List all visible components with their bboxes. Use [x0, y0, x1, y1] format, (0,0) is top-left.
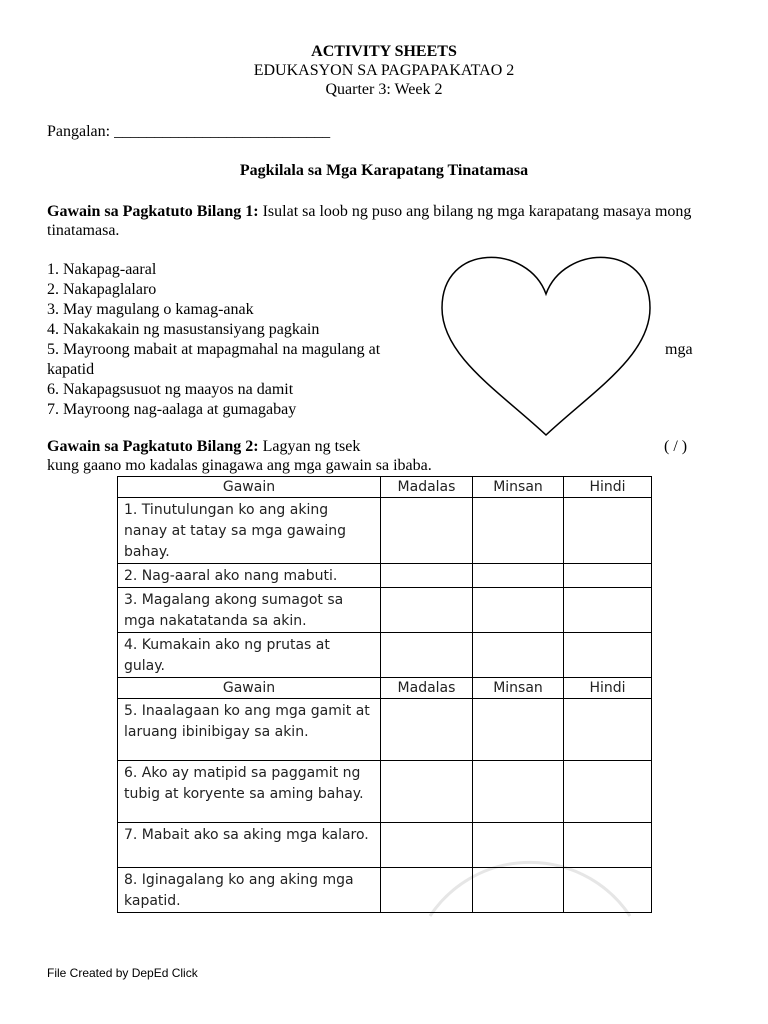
- gawain2-instruction-b: kung gaano mo kadalas ginagawa ang mga gawain sa ibaba.: [47, 457, 432, 474]
- table-header-row: [118, 678, 652, 699]
- list-item: 4. Nakakakain ng masustansiyang pagkain: [47, 321, 320, 338]
- header-subject: EDUKASYON SA PAGPAPAKATAO 2: [253, 62, 515, 79]
- table-row: [118, 564, 652, 588]
- list-item: kapatid: [47, 361, 95, 378]
- list-item-5-text: 5. Mayroong mabait at mapagmahal na magulang at: [47, 341, 381, 358]
- heart-drawing-area[interactable]: [440, 242, 652, 438]
- minsan-check-cell[interactable]: [473, 564, 564, 588]
- hindi-check-cell[interactable]: [564, 823, 652, 868]
- list-item-5-trailing: mga: [665, 341, 693, 358]
- header-madalas: Madalas: [381, 678, 473, 699]
- table-header-row: [118, 477, 652, 498]
- hindi-check-cell[interactable]: [564, 633, 652, 678]
- header-gawain: Gawain: [118, 678, 381, 699]
- madalas-check-cell[interactable]: [381, 868, 473, 913]
- madalas-check-cell[interactable]: [381, 498, 473, 564]
- header-quarter-week: Quarter 3: Week 2: [325, 81, 443, 98]
- header-madalas: Madalas: [381, 477, 473, 498]
- gawain2-instructions: [47, 437, 707, 475]
- table-row: [118, 633, 652, 678]
- list-item: 6. Nakapagsusuot ng maayos na damit: [47, 381, 294, 398]
- table-row: [118, 761, 652, 823]
- table-row: [118, 823, 652, 868]
- hindi-check-cell[interactable]: [564, 761, 652, 823]
- madalas-check-cell[interactable]: [381, 699, 473, 761]
- hindi-check-cell[interactable]: [564, 564, 652, 588]
- minsan-check-cell[interactable]: [473, 823, 564, 868]
- header-hindi: Hindi: [564, 678, 652, 699]
- table-row: [118, 498, 652, 564]
- activity-cell: 8. Iginagalang ko ang aking mga kapatid.: [118, 868, 381, 913]
- minsan-check-cell[interactable]: [473, 498, 564, 564]
- name-label: Pangalan:: [47, 123, 111, 140]
- header-minsan: Minsan: [473, 477, 564, 498]
- hindi-check-cell[interactable]: [564, 868, 652, 913]
- list-item: 3. May magulang o kamag-anak: [47, 301, 254, 318]
- footer-credit: File Created by DepEd Click: [47, 966, 198, 980]
- checklist-table-1: [117, 476, 652, 678]
- list-item: 7. Mayroong nag-aalaga at gumagabay: [47, 401, 297, 418]
- table-row: [118, 868, 652, 913]
- document-header: [0, 42, 768, 99]
- header-title: ACTIVITY SHEETS: [311, 43, 457, 60]
- minsan-check-cell[interactable]: [473, 588, 564, 633]
- madalas-check-cell[interactable]: [381, 564, 473, 588]
- name-field[interactable]: [47, 123, 330, 141]
- gawain2-title: Gawain sa Pagkatuto Bilang 2:: [47, 438, 259, 455]
- gawain1-title: Gawain sa Pagkatuto Bilang 1:: [47, 203, 259, 220]
- header-minsan: Minsan: [473, 678, 564, 699]
- checklist-table-2: [117, 677, 652, 913]
- activity-cell: 3. Magalang akong sumagot sa mga nakatatanda sa akin.: [118, 588, 381, 633]
- table-row: [118, 588, 652, 633]
- header-hindi: Hindi: [564, 477, 652, 498]
- list-item: 2. Nakapaglalaro: [47, 281, 157, 298]
- header-gawain: Gawain: [118, 477, 381, 498]
- minsan-check-cell[interactable]: [473, 633, 564, 678]
- minsan-check-cell[interactable]: [473, 868, 564, 913]
- gawain2-instruction-a: Lagyan ng tsek: [262, 438, 361, 455]
- madalas-check-cell[interactable]: [381, 823, 473, 868]
- name-blank[interactable]: ___________________________: [114, 123, 331, 140]
- activity-cell: 1. Tinutulungan ko ang aking nanay at tatay sa mga gawaing bahay.: [118, 498, 381, 564]
- activity-cell: 7. Mabait ako sa aking mga kalaro.: [118, 823, 381, 868]
- list-item: 1. Nakapag-aaral: [47, 261, 157, 278]
- madalas-check-cell[interactable]: [381, 761, 473, 823]
- activity-cell: 6. Ako ay matipid sa paggamit ng tubig at koryente sa aming bahay.: [118, 761, 381, 823]
- activity-cell: 5. Inaalagaan ko ang mga gamit at laruang ibinibigay sa akin.: [118, 699, 381, 761]
- madalas-check-cell[interactable]: [381, 588, 473, 633]
- hindi-check-cell[interactable]: [564, 699, 652, 761]
- gawain1-instructions: [47, 202, 707, 240]
- table-row: [118, 699, 652, 761]
- hindi-check-cell[interactable]: [564, 498, 652, 564]
- minsan-check-cell[interactable]: [473, 761, 564, 823]
- activity-cell: 2. Nag-aaral ako nang mabuti.: [118, 564, 381, 588]
- hindi-check-cell[interactable]: [564, 588, 652, 633]
- topic-title: Pagkilala sa Mga Karapatang Tinatamasa: [239, 162, 529, 179]
- gawain1-instruction: Isulat sa loob ng puso ang bilang ng mga karapatang masaya mong tinatamasa.: [47, 203, 692, 239]
- minsan-check-cell[interactable]: [473, 699, 564, 761]
- madalas-check-cell[interactable]: [381, 633, 473, 678]
- activity-cell: 4. Kumakain ako ng prutas at gulay.: [118, 633, 381, 678]
- check-symbol: ( / ): [664, 438, 688, 455]
